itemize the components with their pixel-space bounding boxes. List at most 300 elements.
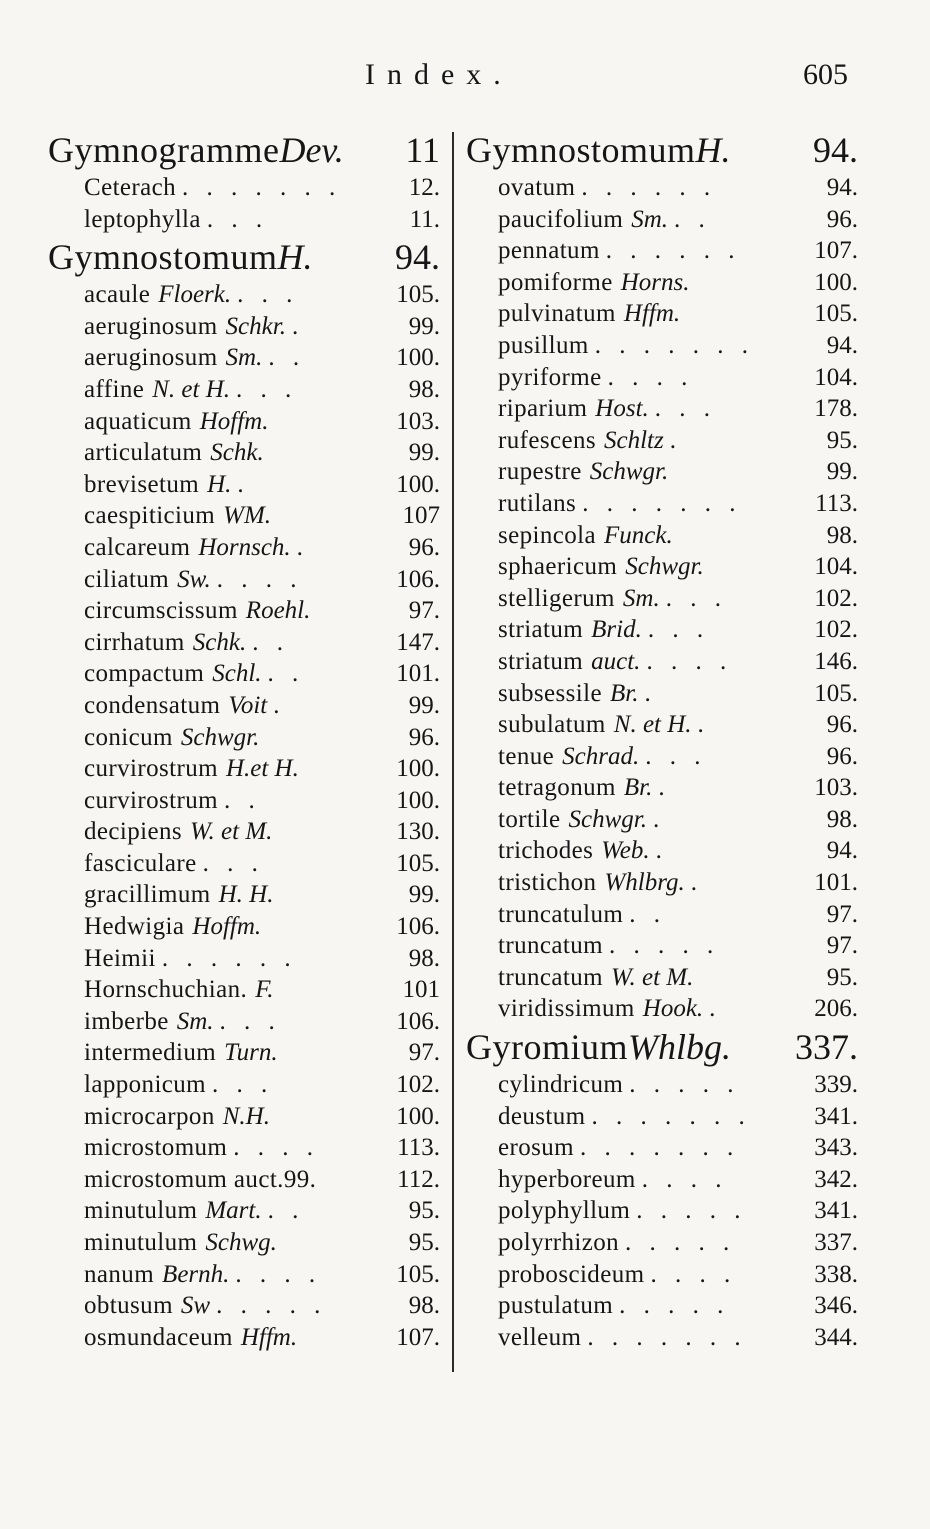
index-entry	[48, 311, 440, 343]
species-author: Floerk.	[158, 281, 232, 309]
entry-text	[498, 204, 823, 236]
index-entry	[48, 204, 440, 236]
running-title: Index.	[365, 58, 513, 91]
index-entry	[48, 690, 440, 722]
leader-dots: . . . . . . .	[591, 1102, 751, 1130]
index-entry	[466, 899, 858, 931]
leader-dots: . . .	[236, 375, 298, 403]
species-author: Turn.	[224, 1039, 278, 1067]
entry-page: 112.	[397, 1165, 440, 1193]
entry-page: 98.	[408, 1292, 440, 1320]
entry-page: 100.	[396, 786, 440, 814]
species-name: Hornschuchian.	[84, 976, 248, 1004]
index-entry	[466, 1290, 858, 1322]
entry-page: 103.	[814, 774, 858, 802]
entry-text	[498, 1322, 810, 1354]
species-author: Br.	[610, 679, 639, 707]
genus-heading	[48, 235, 440, 279]
entry-text	[498, 425, 823, 457]
species-name: conicum	[84, 723, 173, 751]
entry-page: 101.	[814, 869, 858, 897]
entry-text	[498, 583, 810, 615]
index-entry	[48, 943, 440, 975]
leader-dots: .	[296, 533, 309, 561]
entry-text	[498, 835, 823, 867]
species-name: tortile	[498, 805, 561, 833]
species-author: Sm.	[225, 344, 263, 372]
entry-text	[84, 1195, 405, 1227]
leader-dots: . . . . . . .	[587, 1323, 747, 1351]
index-entry	[48, 172, 440, 204]
species-author: Hoffm.	[199, 407, 269, 435]
entry-text	[84, 1259, 392, 1291]
entry-page: 100.	[396, 1102, 440, 1130]
species-name: nanum	[84, 1260, 155, 1288]
leader-dots: .	[690, 869, 704, 897]
species-author: Sm.	[622, 584, 660, 612]
index-entry	[48, 879, 440, 911]
species-author: Schwgr.	[589, 458, 669, 486]
page-header	[0, 58, 930, 98]
leader-dots: . . .	[202, 849, 264, 877]
species-author: Schwgr.	[568, 805, 647, 833]
index-entry	[466, 1069, 858, 1101]
entry-page: 96.	[408, 533, 440, 561]
genus-name: Gyromium	[466, 1027, 628, 1068]
entry-page: 206.	[814, 995, 858, 1023]
species-name: brevisetum	[84, 470, 200, 498]
species-name: caespiticium	[84, 502, 216, 530]
index-entry	[466, 362, 858, 394]
genus-page: 94.	[395, 237, 440, 278]
entry-page: 96.	[826, 205, 858, 233]
entry-page: 343.	[814, 1134, 858, 1162]
genus-name: Gymnogramme	[48, 130, 280, 170]
entry-page: 102.	[814, 616, 858, 644]
species-name: pennatum	[498, 237, 600, 265]
species-author: Schrad.	[562, 742, 640, 770]
index-entry	[48, 1101, 440, 1133]
species-author: Roehl.	[245, 597, 311, 625]
entry-text	[84, 406, 392, 438]
index-entry	[466, 551, 858, 583]
species-name: striatum	[498, 647, 584, 675]
species-author: W. et M.	[610, 963, 694, 991]
species-author: Sw	[180, 1292, 211, 1320]
entry-page: 11.	[409, 205, 440, 233]
entry-text	[84, 595, 405, 627]
species-author: Schwgr.	[180, 723, 260, 751]
species-author: N.H.	[222, 1102, 270, 1130]
species-name: aeruginosum	[84, 344, 218, 372]
genus-page: 94.	[813, 130, 858, 170]
entry-text	[498, 772, 810, 804]
species-author: H.et H.	[225, 755, 299, 783]
index-entry	[466, 172, 858, 204]
leader-dots: . .	[629, 900, 666, 928]
genus-heading	[466, 1025, 858, 1069]
index-entry	[48, 1132, 440, 1164]
species-name: pustulatum	[498, 1292, 614, 1320]
index-entry	[48, 564, 440, 596]
species-name: tetragonum	[498, 774, 616, 802]
entry-page: 106.	[396, 565, 440, 593]
entry-page: 105.	[814, 300, 858, 328]
leader-dots: . . .	[654, 395, 717, 423]
entry-page: 102.	[396, 1071, 440, 1099]
entry-page: 107.	[814, 237, 858, 265]
species-author: Whlbrg.	[604, 869, 685, 897]
index-entry	[466, 204, 858, 236]
entry-page: 12.	[408, 174, 440, 201]
index-entry	[48, 1006, 440, 1038]
species-author: Web.	[601, 837, 650, 865]
species-name: rufescens	[498, 426, 596, 454]
entry-page: 113.	[397, 1134, 440, 1162]
leader-dots: . . . . .	[636, 1197, 747, 1225]
leader-dots: . . . . . . .	[182, 174, 342, 201]
entry-text	[84, 1290, 405, 1322]
species-name: sepincola	[498, 521, 597, 549]
species-name: Hedwigia	[84, 913, 185, 941]
entry-page: 106.	[396, 1007, 440, 1035]
species-author: Schltz	[604, 426, 664, 454]
entry-text	[84, 1322, 392, 1354]
index-entry	[466, 583, 858, 615]
index-entry	[466, 804, 858, 836]
index-entry	[466, 330, 858, 362]
leader-dots: .	[291, 312, 305, 340]
species-name: subsessile	[498, 679, 602, 707]
leader-dots: . . .	[645, 742, 707, 770]
leader-dots: . . . . . . .	[594, 331, 754, 359]
entry-text	[84, 374, 405, 406]
index-entry	[466, 1227, 858, 1259]
species-name: microstomum auct.99.	[84, 1165, 317, 1193]
entry-text	[498, 1132, 810, 1164]
entry-page: 95.	[826, 963, 858, 991]
entry-text	[498, 1164, 810, 1196]
leader-dots: . .	[252, 628, 289, 656]
species-name: Heimii	[84, 944, 156, 972]
entry-text	[498, 867, 810, 899]
leader-dots: . .	[674, 205, 711, 233]
entry-page: 341.	[814, 1102, 858, 1130]
index-entry	[48, 342, 440, 374]
leader-dots: . . .	[237, 281, 299, 309]
species-name: lapponicum	[84, 1071, 207, 1099]
index-entry	[466, 772, 858, 804]
entry-page: 94.	[826, 331, 858, 359]
species-author: Sm.	[631, 205, 669, 233]
entry-text	[84, 279, 392, 311]
genus-label	[48, 235, 313, 279]
entry-text	[84, 469, 392, 501]
leader-dots: .	[669, 426, 682, 454]
species-name: tenue	[498, 742, 555, 770]
index-entry	[48, 816, 440, 848]
index-entry	[48, 437, 440, 469]
species-author: W. et M.	[190, 818, 273, 846]
entry-page: 178.	[814, 395, 858, 423]
index-entry	[48, 1259, 440, 1291]
index-column-right	[466, 128, 858, 1353]
species-name: hyperboreum	[498, 1165, 636, 1193]
entry-text	[84, 785, 392, 817]
species-name: erosum	[498, 1134, 574, 1162]
leader-dots: . . . . . .	[161, 944, 297, 972]
entry-text	[498, 1290, 810, 1322]
species-name: deustum	[498, 1102, 586, 1130]
entry-text	[84, 627, 392, 659]
entry-text	[498, 1101, 810, 1133]
entry-page: 104.	[814, 363, 858, 391]
genus-heading	[466, 128, 858, 172]
species-author: Schkr.	[225, 312, 286, 340]
species-name: leptophylla	[84, 205, 201, 233]
index-entry	[48, 1322, 440, 1354]
entry-page: 95.	[408, 1197, 440, 1225]
index-entry	[48, 722, 440, 754]
index-entry	[48, 1227, 440, 1259]
genus-author: Whlbg.	[628, 1027, 731, 1068]
entry-page: 98.	[826, 521, 858, 549]
species-name: imberbe	[84, 1007, 169, 1035]
leader-dots: . .	[223, 786, 261, 814]
species-name: decipiens	[84, 818, 183, 846]
species-name: rupestre	[498, 458, 582, 486]
entry-text	[84, 911, 392, 943]
species-name: compactum	[84, 660, 205, 688]
species-name: Ceterach	[84, 174, 177, 201]
species-name: gracillimum	[84, 881, 211, 909]
species-name: tristichon	[498, 869, 597, 897]
species-name: sphaericum	[498, 553, 618, 581]
genus-name: Gymnostomum	[48, 237, 278, 278]
entry-text	[498, 267, 810, 299]
entry-text	[84, 1101, 392, 1133]
index-entry	[466, 520, 858, 552]
species-author: F.	[255, 976, 274, 1004]
species-author: Hffm.	[240, 1323, 298, 1351]
species-name: rutilans	[498, 489, 577, 517]
index-entry	[48, 406, 440, 438]
index-entry	[466, 678, 858, 710]
index-entry	[48, 1069, 440, 1101]
species-author: N. et H.	[613, 711, 692, 739]
entry-page: 95.	[826, 426, 858, 454]
entry-page: 96.	[826, 711, 858, 739]
leader-dots: . . . . . . .	[582, 489, 742, 517]
page-number: 605	[803, 58, 848, 91]
entry-page: 103.	[396, 407, 440, 435]
species-name: viridissimum	[498, 995, 635, 1023]
index-entry	[48, 1164, 440, 1196]
species-author: N. et H.	[152, 375, 231, 403]
index-entry	[48, 974, 440, 1006]
entry-page: 99.	[826, 458, 858, 486]
species-name: intermedium	[84, 1039, 217, 1067]
entry-page: 100.	[396, 470, 440, 498]
entry-text	[498, 1195, 810, 1227]
entry-text	[84, 753, 392, 785]
entry-text	[84, 437, 405, 469]
genus-label	[466, 1025, 731, 1069]
species-name: microcarpon	[84, 1102, 215, 1130]
entry-page: 342.	[814, 1165, 858, 1193]
species-name: trichodes	[498, 837, 594, 865]
leader-dots: . . . .	[646, 647, 733, 675]
index-entry	[48, 595, 440, 627]
index-entry	[466, 267, 858, 299]
entry-page: 105.	[396, 281, 440, 309]
entry-text	[498, 172, 823, 204]
species-author: Brid.	[591, 616, 642, 644]
species-name: aquaticum	[84, 407, 192, 435]
index-entry	[48, 627, 440, 659]
entry-page: 337.	[814, 1229, 858, 1256]
index-entry	[48, 279, 440, 311]
species-name: circumscissum	[84, 597, 238, 625]
entry-text	[498, 1259, 810, 1291]
index-entry	[466, 393, 858, 425]
entry-page: 344.	[814, 1323, 858, 1351]
entry-text	[84, 564, 392, 596]
entry-text	[84, 1037, 405, 1069]
entry-page: 100.	[396, 755, 440, 783]
entry-page: 104.	[814, 553, 858, 581]
index-entry	[466, 867, 858, 899]
leader-dots: .	[653, 805, 666, 833]
leader-dots: . . .	[219, 1007, 281, 1035]
index-entry	[466, 425, 858, 457]
entry-text	[84, 342, 392, 374]
species-name: cylindricum	[498, 1071, 624, 1099]
entry-text	[84, 311, 405, 343]
entry-page: 107	[402, 502, 440, 530]
entry-text	[84, 1006, 392, 1038]
entry-page: 101.	[396, 660, 440, 688]
entry-page: 96.	[408, 723, 440, 751]
species-name: stelligerum	[498, 584, 615, 612]
species-name: truncatulum	[498, 900, 624, 928]
entry-page: 98.	[826, 805, 858, 833]
index-entry	[466, 930, 858, 962]
leader-dots: . .	[267, 1197, 305, 1225]
leader-dots: . . . . . .	[581, 174, 717, 201]
species-name: pulvinatum	[498, 300, 616, 328]
entry-page: 130.	[396, 818, 440, 846]
species-author: Sm.	[176, 1007, 214, 1035]
index-entry	[466, 298, 858, 330]
entry-page: 101	[402, 976, 440, 1004]
species-name: minutulum	[84, 1197, 198, 1225]
index-entry	[48, 658, 440, 690]
leader-dots: . . .	[206, 205, 269, 233]
genus-author: Dev.	[279, 130, 344, 170]
species-name: paucifolium	[498, 205, 624, 233]
index-entry	[48, 1037, 440, 1069]
index-entry	[466, 1195, 858, 1227]
species-author: Schl.	[212, 660, 262, 688]
species-name: polyphyllum	[498, 1197, 631, 1225]
entry-page: 105.	[396, 849, 440, 877]
entry-page: 97.	[408, 1039, 440, 1067]
species-name: ciliatum	[84, 565, 170, 593]
index-entry	[466, 646, 858, 678]
index-entry	[48, 753, 440, 785]
leader-dots: . . . .	[650, 1260, 737, 1288]
entry-text	[84, 1132, 393, 1164]
entry-text	[498, 456, 823, 488]
entry-text	[498, 678, 810, 710]
genus-name: Gymnostomum	[466, 130, 696, 170]
species-name: pomiforme	[498, 268, 613, 296]
entry-page: 99.	[408, 312, 440, 340]
entry-page: 341.	[814, 1197, 858, 1225]
leader-dots: . . . . .	[629, 1071, 740, 1099]
species-name: striatum	[498, 616, 584, 644]
entry-text	[84, 658, 392, 690]
entry-text	[498, 520, 823, 552]
entry-page: 346.	[814, 1292, 858, 1320]
index-entry	[466, 741, 858, 773]
genus-label	[466, 128, 731, 172]
species-name: riparium	[498, 395, 588, 423]
species-name: curvirostrum	[84, 786, 218, 814]
index-entry	[466, 1132, 858, 1164]
species-author: Hook.	[642, 995, 704, 1023]
species-author: WM.	[223, 502, 272, 530]
leader-dots: . . . .	[235, 1260, 322, 1288]
leader-dots: . . .	[647, 616, 710, 644]
entry-page: 113.	[815, 489, 858, 517]
entry-text	[498, 298, 810, 330]
entry-text	[498, 930, 823, 962]
entry-page: 100.	[814, 268, 858, 296]
entry-text	[498, 804, 823, 836]
index-entry	[466, 993, 858, 1025]
species-name: calcareum	[84, 533, 191, 561]
species-author: Bernh.	[162, 1260, 230, 1288]
species-author: Schwg.	[205, 1229, 277, 1256]
species-name: microstomum	[84, 1134, 228, 1162]
index-entry	[466, 1259, 858, 1291]
species-name: aeruginosum	[84, 312, 218, 340]
leader-dots: .	[273, 691, 286, 719]
genus-author: H.	[277, 237, 313, 278]
leader-dots: .	[644, 679, 657, 707]
entry-text	[498, 962, 823, 994]
species-name: osmundaceum	[84, 1323, 233, 1351]
leader-dots: . . . . .	[608, 932, 720, 960]
entry-page: 94.	[826, 174, 858, 201]
index-entry	[466, 1101, 858, 1133]
index-entry	[48, 469, 440, 501]
entry-text	[84, 1164, 393, 1196]
species-author: Horns.	[620, 268, 690, 296]
entry-text	[84, 172, 405, 204]
species-name: truncatum	[498, 932, 603, 960]
index-entry	[48, 848, 440, 880]
species-name: articulatum	[84, 439, 203, 467]
entry-page: 100.	[396, 344, 440, 372]
leader-dots: .	[697, 711, 710, 739]
entry-text	[84, 1227, 405, 1259]
index-entry	[466, 962, 858, 994]
index-entry	[466, 235, 858, 267]
species-name: condensatum	[84, 691, 221, 719]
